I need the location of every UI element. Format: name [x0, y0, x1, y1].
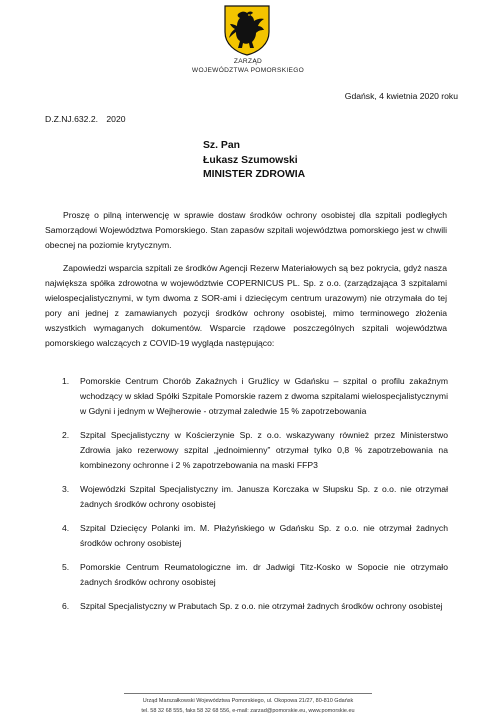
list-item-number: 5. — [62, 562, 70, 572]
list-item-number: 6. — [62, 601, 70, 611]
footer-address: Urząd Marszałkowski Województwa Pomorskiego, ul. Okopowa 21/27, 80-810 Gdańsk — [142, 698, 354, 704]
addressee-salutation: Sz. Pan — [203, 140, 240, 151]
addressee-block — [203, 139, 305, 183]
list-item-text: Pomorskie Centrum Chorób Zakaźnych i Gruźlicy w Gdańsku – szpital o profilu zakaźnym wchodzący w skład Spółki Szpitale Pomorskie razem z dwoma szpitalami wielospecjalistycznymi w Gdyni i jednym w Wejherowie - otrzymał zaledwie 15 % zapotrzebowania — [80, 376, 448, 416]
org-name-line1: ZARZĄD — [233, 58, 263, 65]
list-item-text: Wojewódzki Szpital Specjalistyczny im. Janusza Korczaka w Słupsku Sp. z o.o. nie otrzymał żadnych środków ochrony osobistej — [80, 484, 448, 509]
reference-number: D.Z.NJ.632.2. 2020 — [45, 114, 126, 124]
footer-divider — [124, 693, 372, 694]
footer-contact: tel. 58 32 68 555, faks 58 32 68 556, e-mail: zarzad@pomorskie.eu, www.pomorskie.eu — [141, 708, 355, 714]
griffin-eye — [248, 14, 250, 16]
list-item — [62, 374, 448, 419]
body-paragraph-1: Proszę o pilną interwencję w sprawie dostaw środków ochrony osobistej dla szpitali podległych Samorządowi Województwa Pomorskiego. Stan zapasów szpitali województwa pomorskiego jest w chwili obecnej na poziomie krytycznym. — [45, 210, 447, 250]
list-item-number: 2. — [62, 430, 70, 440]
list-item-text: Szpital Specjalistyczny w Prabutach Sp. z o.o. nie otrzymał żadnych środków ochrony osobistej — [80, 601, 443, 611]
addressee-title: MINISTER ZDROWIA — [203, 169, 306, 180]
list-item-text: Szpital Dziecięcy Polanki im. M. Płażyńskiego w Gdańsku Sp. z o.o. nie otrzymał żadnych środków ochrony osobistej — [80, 523, 448, 548]
list-item — [62, 560, 448, 590]
list-item-text: Pomorskie Centrum Reumatologiczne im. dr Jadwigi Titz-Kosko w Sopocie nie otrzymało żadnych środków ochrony osobistej — [80, 562, 448, 587]
coat-of-arms-logo — [223, 4, 271, 56]
body-paragraph-2: Zapowiedzi wsparcia szpitali ze środków Agencji Rezerw Materiałowych są bez pokrycia, gdyż nasza największa spółka zdrowotna w województwie COPERNICUS PL. Sp. z o.o. (zarządzająca 3 szpitalami wielospecjalistycznymi, w tym dwoma z SOR-ami i dziecięcym centrum urazowym) nie otrzymała do tej pory ani jednej z zamawianych pozycji środków ochrony osobistej, mimo terminowego złożenia wszystkich wymaganych dokumentów. Wsparcie rządowe poszczególnych szpitali województwa pomorskiego walczących z COVID-19 wygląda następująco: — [45, 263, 447, 348]
list-item-number: 1. — [62, 376, 70, 386]
list-item-text: Szpital Specjalistyczny w Kościerzynie Sp. z o.o. wskazywany również przez Ministerstwo Zdrowia jako rezerwowy szpital „jednoimienny” otrzymał tylko 0,8 % zapotrzebowania na kombinezony ochronne i 2 % zapotrzebowania na maski FFP3 — [80, 430, 448, 470]
list-item — [62, 599, 448, 614]
list-item — [62, 428, 448, 473]
list-item-number: 3. — [62, 484, 70, 494]
hospital-list — [62, 374, 448, 623]
list-item — [62, 482, 448, 512]
addressee-name: Łukasz Szumowski — [203, 154, 298, 166]
list-item-number: 4. — [62, 523, 70, 533]
org-name-line2: WOJEWÓDZTWA POMORSKIEGO — [191, 67, 305, 74]
list-item — [62, 521, 448, 551]
letter-date: Gdańsk, 4 kwietnia 2020 roku — [344, 91, 458, 101]
